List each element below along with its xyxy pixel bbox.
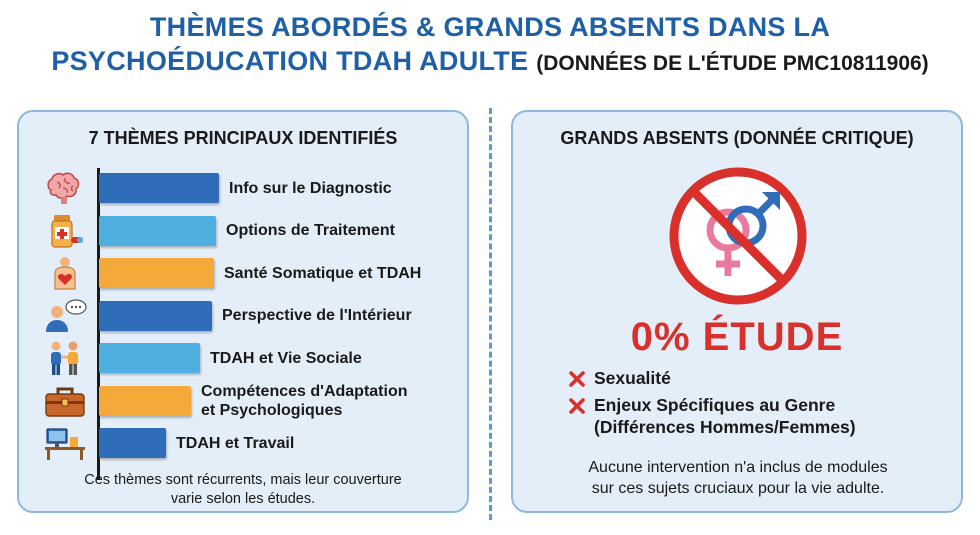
theme-bar — [99, 428, 166, 458]
title-line-2 — [0, 44, 980, 81]
people-icon — [43, 340, 87, 376]
body-heart-icon — [43, 255, 87, 291]
theme-label: Santé Somatique et TDAH — [224, 264, 422, 282]
absent-topics-list — [568, 367, 948, 443]
absent-topic-item: Enjeux Spécifiques au Genre (Différences Hommes/Femmes) — [568, 394, 948, 438]
theme-bar — [99, 173, 219, 203]
themes-panel-title: 7 THÈMES PRINCIPAUX IDENTIFIÉS — [88, 128, 398, 148]
theme-bar — [99, 216, 216, 246]
zero-percent-stat: 0% ÉTUDE — [630, 315, 844, 359]
desk-computer-icon — [43, 425, 87, 461]
brain-icon — [43, 170, 87, 206]
theme-label: TDAH et Travail — [176, 434, 295, 452]
theme-bar — [99, 343, 200, 373]
person-speech-icon — [43, 298, 87, 334]
theme-label: TDAH et Vie Sociale — [210, 349, 362, 367]
theme-row — [43, 340, 463, 376]
theme-label: Info sur le Diagnostic — [229, 179, 392, 197]
x-mark-icon — [568, 397, 586, 415]
toolbox-icon — [43, 383, 87, 419]
title-line-1: THÈMES ABORDÉS & GRANDS ABSENTS DANS LA — [149, 12, 831, 42]
theme-bar — [99, 301, 212, 331]
title-source: (DONNÉES DE L'ÉTUDE PMC10811906) — [536, 52, 929, 75]
theme-row — [43, 383, 463, 419]
x-mark-icon — [568, 370, 586, 388]
prohibited-gender-icon — [666, 164, 810, 308]
theme-row — [43, 425, 463, 461]
theme-label: Options de Traitement — [226, 222, 395, 239]
theme-bar — [99, 386, 191, 416]
theme-row — [43, 213, 463, 249]
theme-row — [43, 298, 463, 334]
theme-label: Perspective de l'Intérieur — [222, 307, 412, 324]
panel-divider — [489, 108, 492, 520]
page-title — [0, 10, 980, 81]
themes-footnote: Ces thèmes sont récurrents, mais leur couverture varie selon les études. — [84, 472, 402, 507]
theme-label: Compétences d'Adaptation et Psychologiques — [201, 382, 408, 419]
themes-panel — [17, 110, 469, 513]
absents-footnote: Aucune intervention n'a inclus de modules sur ces sujets cruciaux pour la vie adulte. — [588, 459, 888, 497]
theme-row — [43, 255, 463, 291]
pill-bottle-icon — [43, 213, 87, 249]
absent-topic-item: Sexualité — [568, 367, 948, 389]
title-main: PSYCHOÉDUCATION TDAH ADULTE — [51, 46, 529, 76]
theme-bar — [99, 258, 214, 288]
absents-panel-title: GRANDS ABSENTS (DONNÉE CRITIQUE) — [560, 128, 914, 148]
theme-row — [43, 170, 463, 206]
absents-panel — [511, 110, 963, 513]
